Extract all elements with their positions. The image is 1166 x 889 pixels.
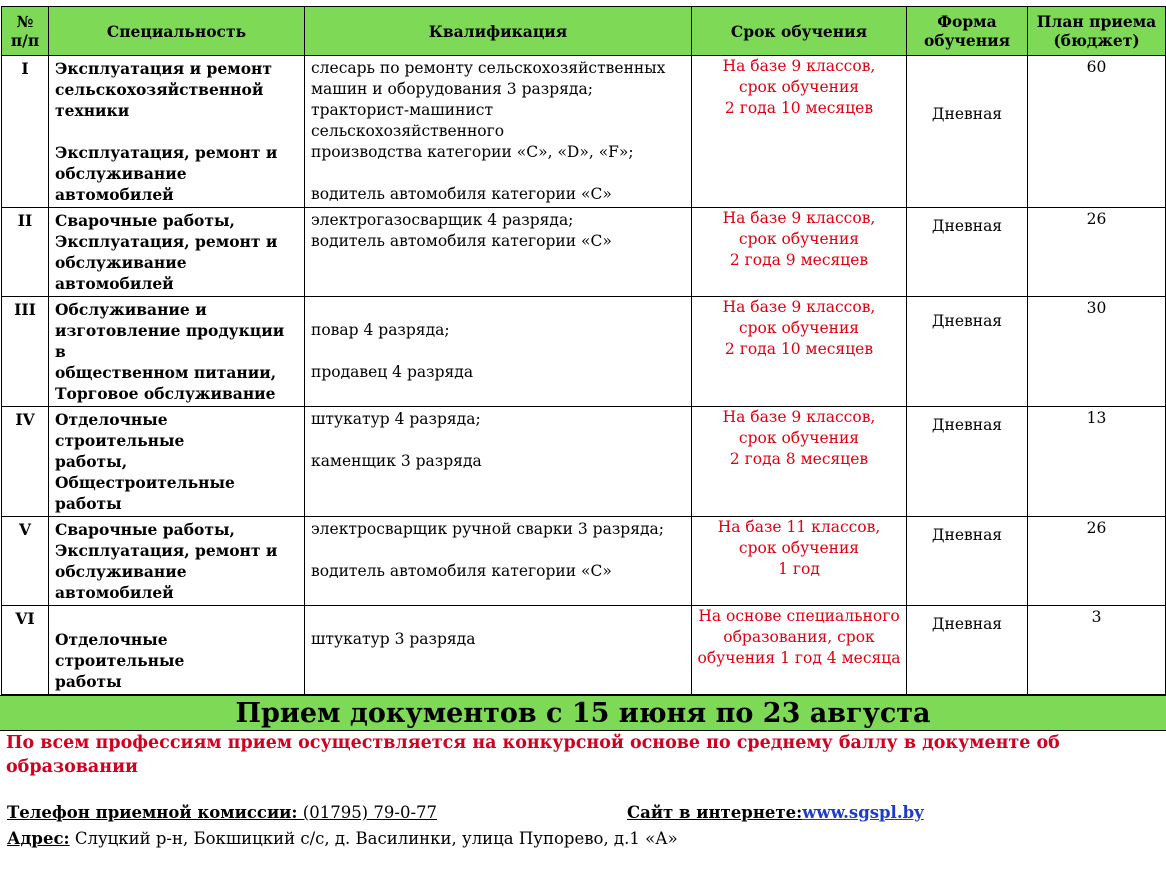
qual-line: электросварщик ручной сварки 3 разряда; [311,520,664,538]
spec-line: общественном питании, [55,363,277,382]
spec-line: Торговое обслуживание [55,384,276,403]
qual-line: тракторист-машинист сельскохозяйственного [311,101,505,140]
study-form-value: Дневная [931,416,1003,434]
admission-table [1,6,1166,695]
table-body [2,56,1166,695]
qual-line: штукатур 4 разряда; [311,410,481,428]
spec-line: техники [55,101,130,120]
row-number: IV [2,407,49,517]
qualification-cell [305,56,692,208]
header-qualification: Квалификация [305,7,692,56]
qualification-cell [305,407,692,517]
spec-line: обслуживание автомобилей [55,253,187,293]
qual-line: водитель автомобиля категории «С» [311,562,612,580]
study-form-value: Дневная [931,105,1003,123]
plan-cell: 60 [1028,56,1166,208]
specialty-cell [49,606,305,695]
plan-cell: 13 [1028,407,1166,517]
specialty-cell [49,56,305,208]
table-row [2,517,1166,606]
specialty-cell [49,407,305,517]
contacts-block [0,779,1166,889]
qual-line: слесарь по ремонту сельскохозяйственных [311,59,666,77]
header-num: № п/п [2,7,49,56]
term-line: На базе 9 классов, [722,408,876,426]
term-line: 2 года 8 месяцев [729,450,869,468]
term-line: образования, срок [723,628,875,646]
site-link[interactable]: www.sgspl.by [802,803,924,822]
term-line: На основе специального [698,607,900,625]
deadline-banner: Прием документов с 15 июня по 23 августа [0,695,1166,731]
table-row [2,407,1166,517]
term-cell [692,517,907,606]
specialty-cell [49,208,305,297]
qual-line: производства категории «С», «D», «F»; [311,143,634,161]
term-line: 2 года 10 месяцев [724,99,874,117]
spec-line: Общестроительные работы [55,473,235,513]
plan-cell: 30 [1028,297,1166,407]
qualification-cell [305,517,692,606]
spec-line: Эксплуатация, ремонт и [55,541,278,560]
term-line: На базе 9 классов, [722,57,876,75]
term-line: На базе 11 классов, [717,518,881,536]
header-form: Форма обучения [907,7,1028,56]
term-line: срок обучения [738,429,860,447]
study-form-cell [907,606,1028,695]
row-number: II [2,208,49,297]
qual-line [311,299,685,320]
term-cell [692,606,907,695]
spec-line: Эксплуатация и ремонт [55,59,272,78]
term-line: 2 года 10 месяцев [724,340,874,358]
row-number: III [2,297,49,407]
address-label: Адрес: [7,829,70,848]
specialty-cell [49,517,305,606]
term-line: срок обучения [738,319,860,337]
study-form-cell [907,56,1028,208]
qual-line: электрогазосварщик 4 разряда; [311,211,574,229]
spec-line: Отделочные строительные [55,410,185,450]
qual-line [311,341,685,362]
qualification-cell [305,297,692,407]
row-number: V [2,517,49,606]
phone-line [7,803,437,822]
table-row [2,606,1166,695]
study-form-cell [907,407,1028,517]
spec-line: Сварочные работы, [55,211,235,230]
spec-line: обслуживание автомобилей [55,562,187,602]
address-line [7,829,678,848]
term-line: На базе 9 классов, [722,209,876,227]
qualification-cell [305,606,692,695]
plan-cell: 26 [1028,517,1166,606]
term-line: срок обучения [738,230,860,248]
study-form-value: Дневная [931,217,1003,235]
term-cell [692,407,907,517]
spec-line: Эксплуатация, ремонт и [55,143,278,162]
term-line: срок обучения [738,78,860,96]
qual-line: водитель автомобиля категории «С» [311,185,612,203]
admission-note: По всем профессиям прием осуществляется на конкурсной основе по среднему баллу в документе об образовании [6,733,1060,777]
study-form-value: Дневная [931,526,1003,544]
term-cell [692,297,907,407]
table-row [2,208,1166,297]
qualification-cell [305,208,692,297]
address-value: Слуцкий р-н, Бокшицкий с/с, д. Василинки, улица Пупорево, д.1 «А» [69,829,678,848]
study-form-cell [907,517,1028,606]
term-line: 2 года 9 месяцев [729,251,869,269]
spec-line: Эксплуатация, ремонт и [55,232,278,251]
qual-line [311,608,685,629]
header-plan: План приема (бюджет) [1028,7,1166,56]
study-form-cell [907,208,1028,297]
site-label: Сайт в интернете: [627,803,803,822]
qual-line: водитель автомобиля категории «С» [311,232,612,250]
spec-line: Обслуживание и [55,300,207,319]
qual-line: повар 4 разряда; [311,321,450,339]
spec-line: работы, [55,452,128,471]
phone-label: Телефон приемной комиссии: [7,803,298,822]
spec-line: изготовление продукции в [55,321,285,361]
spec-line: работы [55,672,122,691]
qual-line [311,540,685,561]
term-line: срок обучения [738,539,860,557]
qual-line: продавец 4 разряда [311,363,474,381]
term-cell [692,56,907,208]
qual-line: каменщик 3 разряда [311,452,482,470]
term-cell [692,208,907,297]
study-form-value: Дневная [931,312,1003,330]
spec-line: сельскохозяйственной [55,80,264,99]
plan-cell: 26 [1028,208,1166,297]
row-number: VI [2,606,49,695]
header-term: Срок обучения [692,7,907,56]
plan-cell: 3 [1028,606,1166,695]
study-form-value: Дневная [931,615,1003,633]
spec-line: Сварочные работы, [55,520,235,539]
qual-line [311,430,685,451]
qual-line: машин и оборудования 3 разряда; [311,80,593,98]
qual-line: штукатур 3 разряда [311,630,476,648]
specialty-cell [49,297,305,407]
spec-line: обслуживание автомобилей [55,164,187,204]
study-form-cell [907,297,1028,407]
row-number: I [2,56,49,208]
site-line [627,803,924,822]
term-line: 1 год [778,560,820,578]
header-specialty: Специальность [49,7,305,56]
term-line: На базе 9 классов, [722,298,876,316]
table-row [2,56,1166,208]
spec-line [55,121,298,142]
spec-line: Отделочные строительные [55,630,185,670]
table-row [2,297,1166,407]
qual-line [311,163,685,184]
term-line: обучения 1 год 4 месяца [697,649,901,667]
table-header-row [2,7,1166,56]
phone-number: (01795) 79-0-77 [297,803,438,822]
spec-line [55,608,298,629]
